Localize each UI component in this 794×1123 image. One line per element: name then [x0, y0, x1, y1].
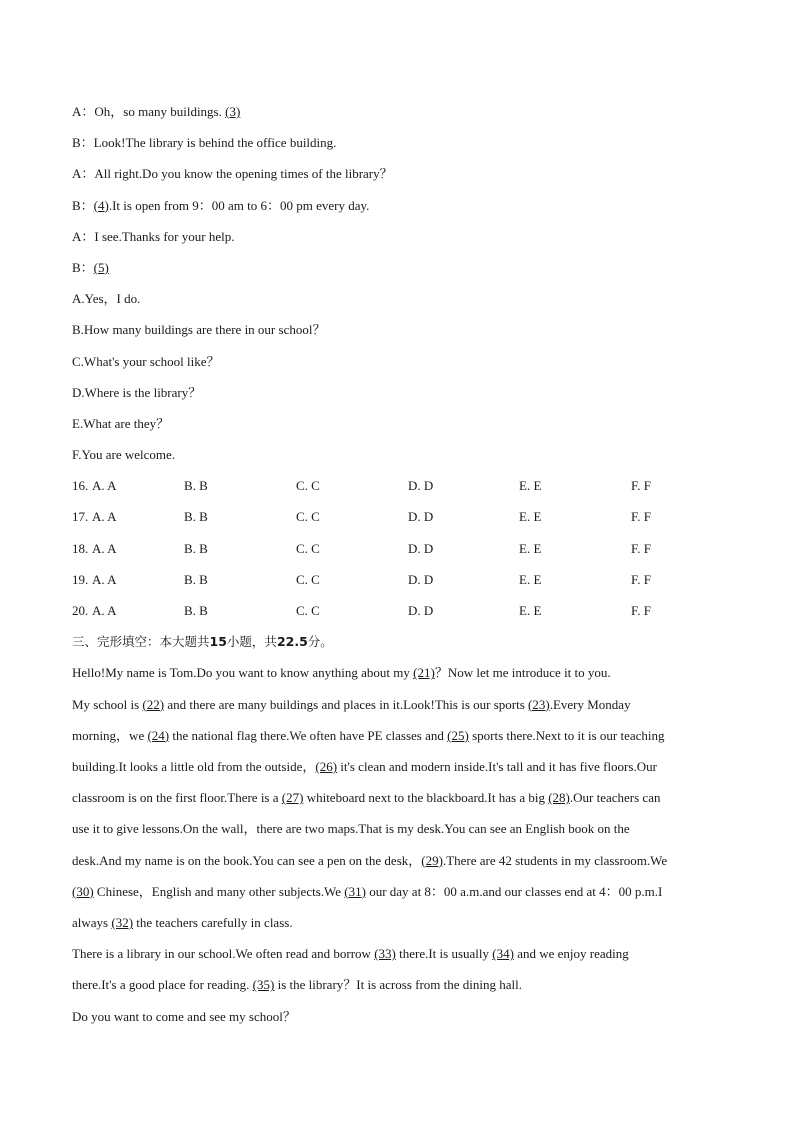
heading-text: 分。 — [307, 634, 333, 650]
answer-option[interactable]: B. B — [184, 478, 208, 494]
passage-line — [72, 907, 732, 938]
passage-text: whiteboard next to the blackboard.It has a big — [303, 790, 549, 806]
section-heading — [72, 626, 732, 657]
dialogue-line — [72, 252, 732, 283]
passage-line — [72, 689, 732, 720]
passage-text: there.It is usually — [395, 946, 493, 962]
answer-option[interactable]: F. F — [631, 603, 651, 618]
question-number: 16. — [72, 478, 89, 494]
passage-text: Do you want to come and see my school？ — [72, 1008, 296, 1024]
passage-text: always — [72, 915, 112, 930]
answer-option[interactable]: D. D — [408, 540, 434, 556]
passage-text: desk.And my name is on the book.You can see a pen on the desk， — [72, 852, 422, 868]
passage-text: our day at 8：00 a.m.and our classes end at 4：00 p.m.I — [365, 883, 663, 899]
passage-text: Chinese，English and many other subjects.We — [93, 883, 345, 899]
dialogue-text: Oh，so many buildings. — [94, 104, 226, 119]
blank-3: (3) — [225, 104, 241, 119]
cloze-blank: (25) — [447, 727, 469, 743]
answer-option[interactable]: A. A — [92, 603, 117, 618]
passage-text: building.It looks a little old from the outside， — [72, 758, 316, 774]
passage-text: .There are 42 students in my classroom.We — [442, 852, 668, 868]
passage-text: and there are many buildings and places in it.Look!This is our sports — [164, 696, 529, 712]
question-number: 17. — [72, 509, 89, 525]
passage-line — [72, 938, 732, 969]
answer-row — [72, 533, 732, 564]
answer-option[interactable]: E. E — [519, 478, 542, 494]
answer-row — [72, 470, 732, 501]
answer-options — [72, 470, 732, 626]
passage-text: .Our teachers can — [569, 790, 661, 806]
answer-option[interactable]: A. A — [92, 571, 117, 587]
cloze-blank: (24) — [147, 727, 170, 743]
passage-line — [72, 1001, 732, 1032]
passage-text: the national flag there.We often have PE classes and — [169, 727, 448, 743]
answer-option[interactable]: D. D — [408, 478, 434, 494]
answer-row — [72, 595, 732, 626]
answer-option[interactable]: C. C — [296, 509, 320, 525]
question-number: 19. — [72, 571, 89, 587]
speaker-label: A： — [72, 166, 95, 182]
answer-option[interactable]: F. F — [631, 509, 651, 525]
dialogue-line — [72, 190, 732, 221]
passage-text: morning，we — [72, 727, 148, 743]
speaker-label: A： — [72, 228, 95, 244]
cloze-blank: (27) — [281, 790, 304, 806]
question-number: 20. — [72, 603, 89, 618]
answer-option[interactable]: A. A — [92, 478, 117, 494]
cloze-blank: (26) — [315, 758, 338, 774]
answer-option[interactable]: F. F — [631, 478, 651, 494]
dialogue-text: Look!The library is behind the office building. — [93, 135, 337, 151]
answer-row — [72, 501, 732, 532]
cloze-blank: (22) — [142, 696, 165, 712]
speaker-label: B： — [72, 259, 94, 275]
passage-line — [72, 813, 732, 844]
answer-option[interactable]: C. C — [296, 571, 320, 587]
answer-option[interactable]: F. F — [631, 540, 651, 556]
choice-item: E.What are they？ — [72, 415, 170, 431]
cloze-blank: (23) — [528, 696, 550, 712]
answer-option[interactable]: D. D — [408, 509, 434, 525]
passage-line — [72, 845, 732, 876]
answer-option[interactable]: B. B — [184, 571, 208, 587]
blank-4: (4) — [93, 197, 109, 213]
question-number: 18. — [72, 540, 89, 556]
answer-option[interactable]: B. B — [184, 540, 208, 556]
passage-line — [72, 657, 732, 688]
choice-item: C.What's your school like？ — [72, 353, 220, 369]
dialogue-line — [72, 221, 732, 252]
cloze-blank: (28) — [548, 790, 570, 806]
answer-option[interactable]: E. E — [519, 571, 542, 587]
answer-option[interactable]: A. A — [92, 540, 117, 556]
answer-option[interactable]: D. D — [408, 571, 434, 587]
heading-score: 22.5 — [276, 634, 308, 650]
passage-text: .Every Monday — [549, 696, 631, 712]
passage-text: classroom is on the first floor.There is a — [72, 790, 282, 806]
speaker-label: B： — [72, 135, 94, 151]
passage-text: it's clean and modern inside.It's tall and it has five floors.Our — [337, 758, 657, 774]
dialogue-line — [72, 127, 732, 158]
cloze-blank: (32) — [111, 915, 134, 930]
cloze-blank: (35) — [252, 977, 275, 993]
answer-option[interactable]: A. A — [92, 509, 117, 525]
exam-page — [72, 96, 732, 1032]
dialogue-text: .It is open from 9：00 am to 6：00 pm every day. — [108, 197, 370, 213]
passage-text: the teachers carefully in class. — [133, 915, 293, 930]
passage-line — [72, 782, 732, 813]
heading-text: 小题，共 — [226, 634, 277, 650]
answer-option[interactable]: B. B — [184, 603, 208, 618]
answer-row — [72, 564, 732, 595]
cloze-passage — [72, 657, 732, 1031]
choice-list — [72, 283, 732, 470]
answer-option[interactable]: E. E — [519, 540, 542, 556]
dialogue-text: I see.Thanks for your help. — [94, 228, 235, 244]
answer-option[interactable]: E. E — [519, 509, 542, 525]
answer-option[interactable]: D. D — [408, 603, 434, 618]
dialogue-line — [72, 158, 732, 189]
passage-text: is the library？It is across from the dining hall. — [274, 977, 523, 993]
dialogue-line — [72, 96, 732, 127]
passage-text: sports there.Next to it is our teaching — [468, 727, 665, 743]
passage-text: there.It's a good place for reading. — [72, 977, 253, 993]
answer-option[interactable]: F. F — [631, 571, 651, 587]
passage-text: ？Now let me introduce it to you. — [434, 665, 611, 681]
speaker-label: B： — [72, 197, 94, 213]
choice-item: A.Yes，I do. — [72, 291, 141, 307]
cloze-blank: (29) — [421, 852, 443, 868]
speaker-label: A： — [72, 104, 95, 119]
dialogue — [72, 96, 732, 283]
cloze-blank: (21) — [413, 665, 435, 681]
passage-line — [72, 876, 732, 907]
passage-text: and we enjoy reading — [513, 946, 629, 962]
cloze-blank: (30) — [72, 883, 94, 899]
passage-line — [72, 751, 732, 782]
heading-count: 15 — [209, 634, 227, 650]
passage-text: Hello!My name is Tom.Do you want to know anything about my — [72, 665, 414, 681]
answer-option[interactable]: B. B — [184, 509, 208, 525]
passage-line — [72, 969, 732, 1000]
cloze-blank: (33) — [374, 946, 396, 962]
passage-text: There is a library in our school.We often read and borrow — [72, 946, 375, 962]
dialogue-text: All right.Do you know the opening times of the library？ — [94, 166, 393, 182]
cloze-blank: (31) — [344, 883, 366, 899]
answer-option[interactable]: E. E — [519, 603, 542, 618]
choice-item: B.How many buildings are there in our school？ — [72, 322, 326, 338]
passage-line — [72, 720, 732, 751]
cloze-blank: (34) — [492, 946, 514, 962]
choice-item: F.You are welcome. — [72, 447, 176, 463]
blank-5: (5) — [93, 259, 109, 275]
heading-text: 三、完形填空：本大题共 — [72, 634, 210, 650]
answer-option[interactable]: C. C — [296, 603, 320, 618]
answer-option[interactable]: C. C — [296, 540, 320, 556]
answer-option[interactable]: C. C — [296, 478, 320, 494]
choice-item: D.Where is the library？ — [72, 384, 202, 400]
passage-text: use it to give lessons.On the wall，there are two maps.That is my desk.You can see an English book on the — [72, 821, 630, 837]
passage-text: My school is — [72, 696, 143, 712]
